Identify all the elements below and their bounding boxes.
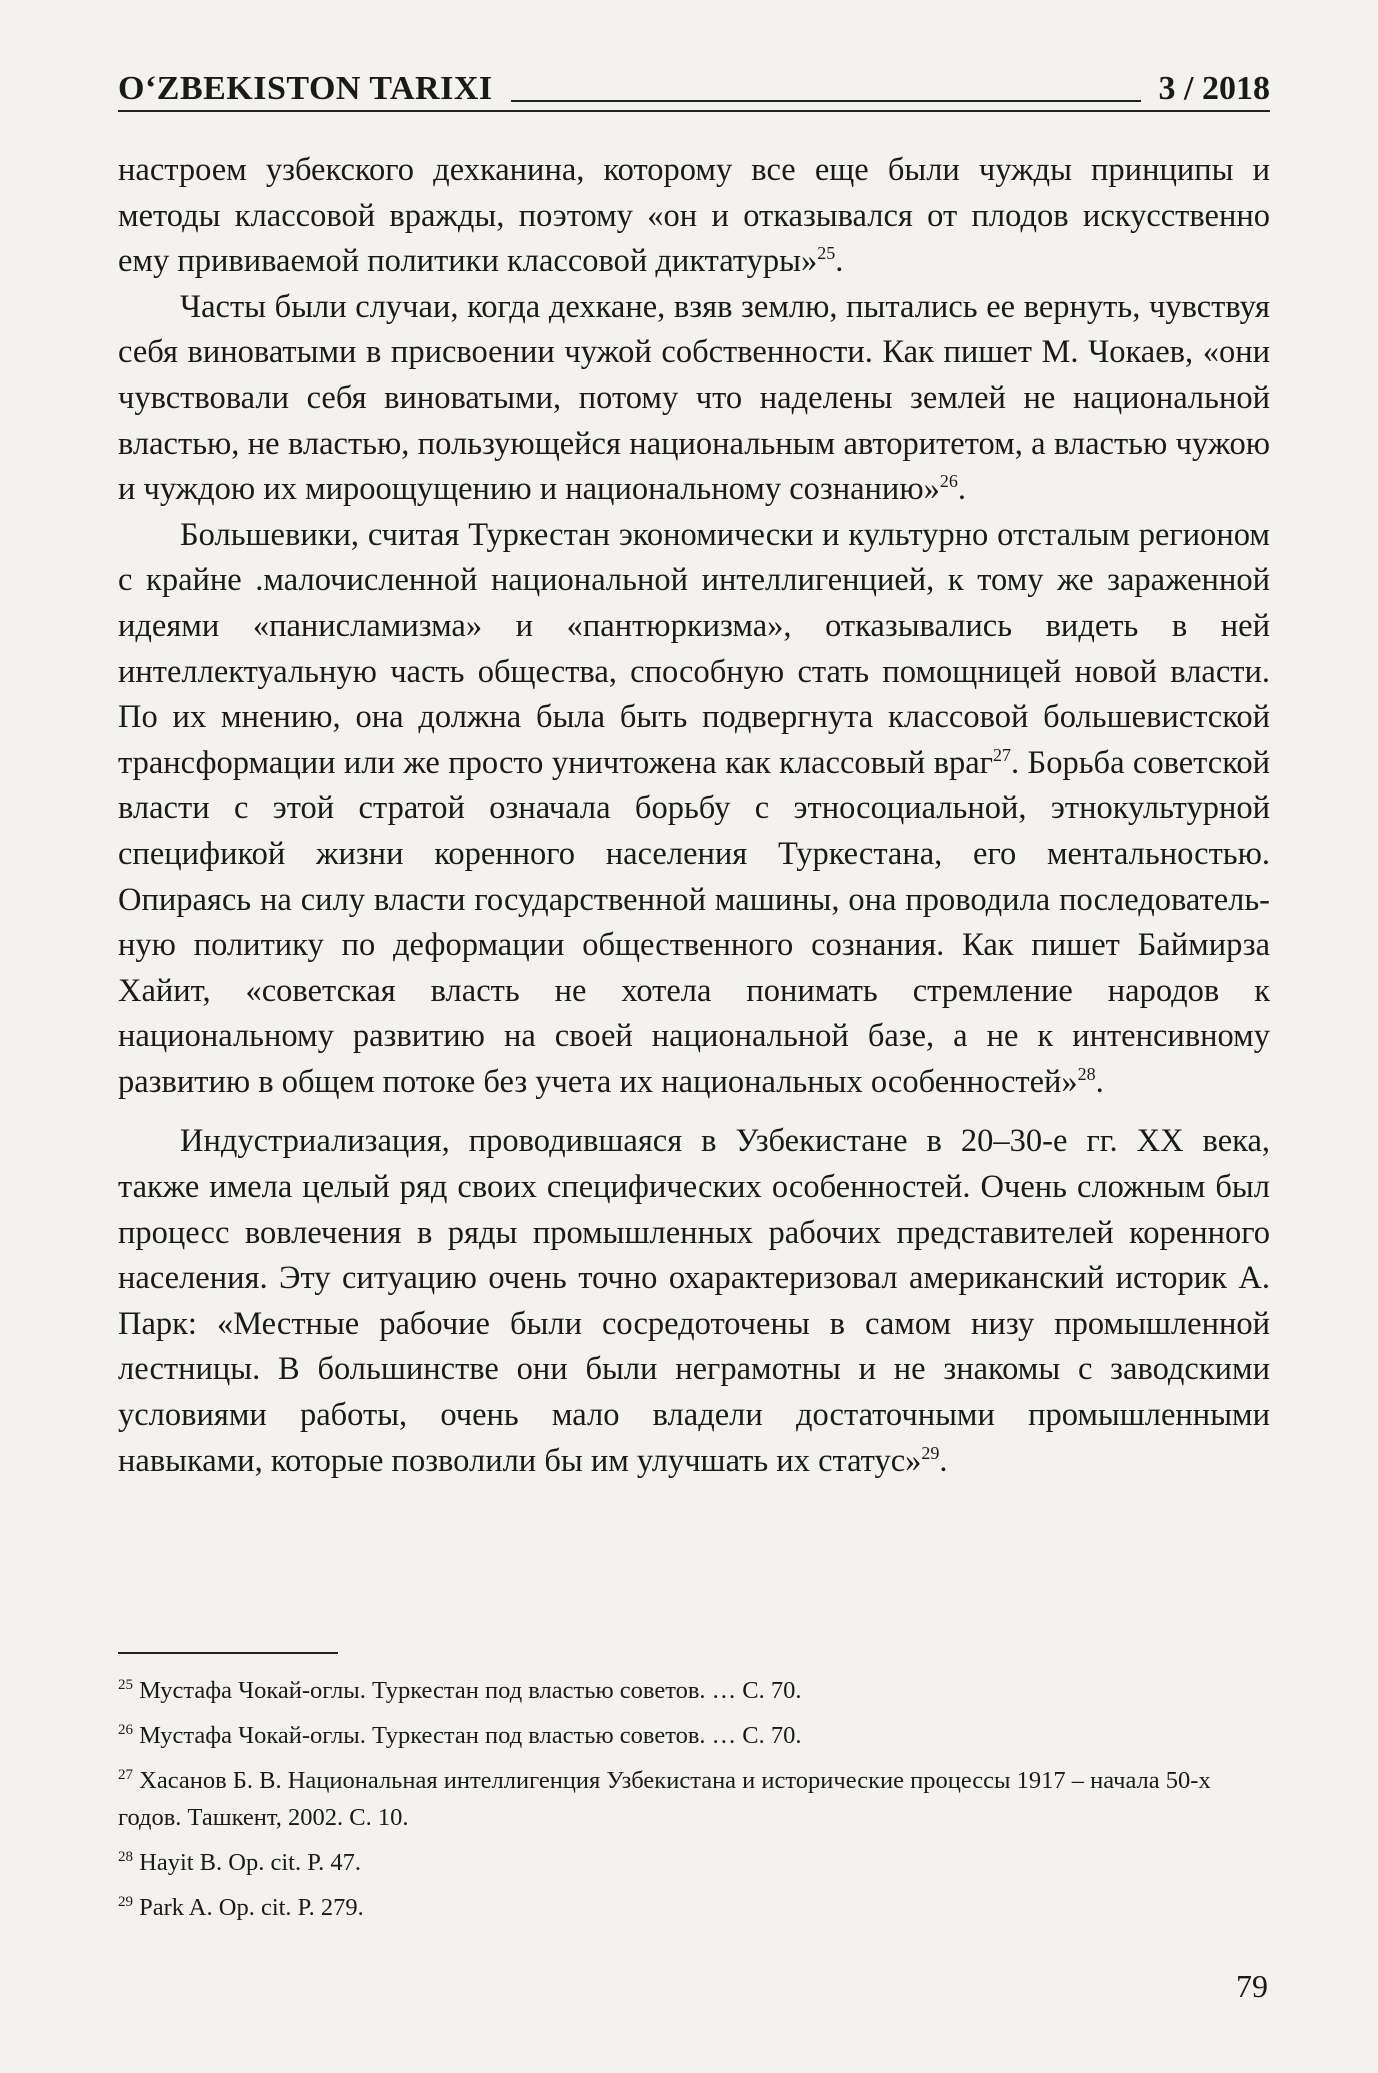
footnote-ref: 29 <box>921 1442 940 1463</box>
footnote-ref: 25 <box>817 243 836 264</box>
footnote-text: Hayit B. Op. cit. P. 47. <box>139 1849 361 1876</box>
paragraph-text: . Борьба советской власти с этой стратой означала борьбу с этносоциальной, этнокультурной спецификой жизни коренного населения Туркестана, его ментальностью. Опираясь на силу власти государственной машины, она проводила последовательную политику по деформации общественного сознания. Как пишет Баймирза Хайит, «советская власть не хотела понимать стремление народов к национальному развитию на своей национальной базе, а не к интенсивному развитию в общем потоке без учета их национальных особенностей» <box>118 744 1270 1100</box>
paragraph-tail: . <box>939 1442 948 1479</box>
footnote-number: 28 <box>118 1848 133 1865</box>
page-number: 79 <box>1236 1968 1268 2004</box>
journal-title: O‘ZBEKISTON TARIXI <box>118 70 493 107</box>
paragraph-text: Часты были случаи, когда дехкане, взяв землю, пытались ее вернуть, чувствуя себя виноватыми в присвоении чужой собственности. Как пишет М. Чокаев, «они чувствовали себя виноватыми, потому что наделены землей не национальной властью, не властью, пользующейся национальным авторитетом, а властью чужою и чуждою их мироощущению и национальному сознанию» <box>118 288 1270 508</box>
paragraph-tail: . <box>1095 1063 1104 1100</box>
footnote-ref: 27 <box>992 744 1011 765</box>
paragraph-1 <box>118 148 1270 285</box>
paragraph-4 <box>118 1119 1270 1484</box>
header-rule <box>511 99 1141 102</box>
paragraph-2 <box>118 285 1270 513</box>
footnote-text: Хасанов Б. В. Национальная интеллигенция Узбекистана и исторические процессы 1917 – начала 50-х годов. Ташкент, 2002. С. 10. <box>118 1767 1211 1831</box>
footnote-number: 26 <box>118 1721 133 1738</box>
footnote-text: Мустафа Чокай-оглы. Туркестан под властью советов. … С. 70. <box>139 1677 802 1704</box>
footnotes <box>118 1672 1270 1934</box>
issue-number: 3 / 2018 <box>1158 70 1270 107</box>
footnote-27 <box>118 1762 1270 1836</box>
footnote-number: 29 <box>118 1893 133 1910</box>
footnote-26 <box>118 1717 1270 1754</box>
footnote-28 <box>118 1844 1270 1881</box>
paragraph-tail: . <box>835 243 844 280</box>
footnote-text: Мустафа Чокай-оглы. Туркестан под властью советов. … С. 70. <box>139 1722 802 1749</box>
footnote-ref: 28 <box>1077 1064 1096 1085</box>
footnote-number: 27 <box>118 1766 133 1783</box>
header-underline <box>118 110 1270 112</box>
footnote-number: 25 <box>118 1676 133 1693</box>
body-text <box>118 148 1270 1484</box>
footnote-29 <box>118 1889 1270 1926</box>
paragraph-text: настроем узбекского дехканина, которому все еще были чужды принципы и методы классовой вражды, поэтому «он и отказывался от плодов искусственно ему прививаемой политики классовой диктатуры» <box>118 152 1270 280</box>
paragraph-tail: . <box>957 471 966 508</box>
paragraph-text: Индустриализация, проводившаяся в Узбекистане в 20–30-е гг. XX века, также имела целый ряд своих специфических особенностей. Очень сложным был процесс вовлечения в ряды промышленных рабочих представителей коренного населения. Эту ситуацию очень точно охарактеризовал американский историк А. Парк: «Местные рабочие были сосредоточены в самом низу промышленной лестницы. В большинстве они были неграмотны и не знакомы с заводскими условиями работы, очень мало владели достаточными промышленными навыками, которые позволили бы им улучшать их статус» <box>118 1123 1270 1479</box>
paragraph-3 <box>118 513 1270 1106</box>
footnote-text: Park A. Op. cit. P. 279. <box>139 1894 364 1921</box>
running-header <box>118 62 1270 106</box>
footnote-separator <box>118 1652 338 1654</box>
paragraph-text: Большевики, считая Туркестан экономически и культурно отсталым регионом с крайне .малочисленной национальной интеллигенцией, к тому же зараженной идеями «панисламизма» и «пантюркизма», отказывались видеть в ней интеллектуальную часть общества, способную стать помощницей новой власти. По их мнению, она должна была быть подвергнута классовой большевистской трансформации или же просто уничтожена как классовый враг <box>118 516 1270 781</box>
footnote-25 <box>118 1672 1270 1709</box>
footnote-ref: 26 <box>939 471 958 492</box>
